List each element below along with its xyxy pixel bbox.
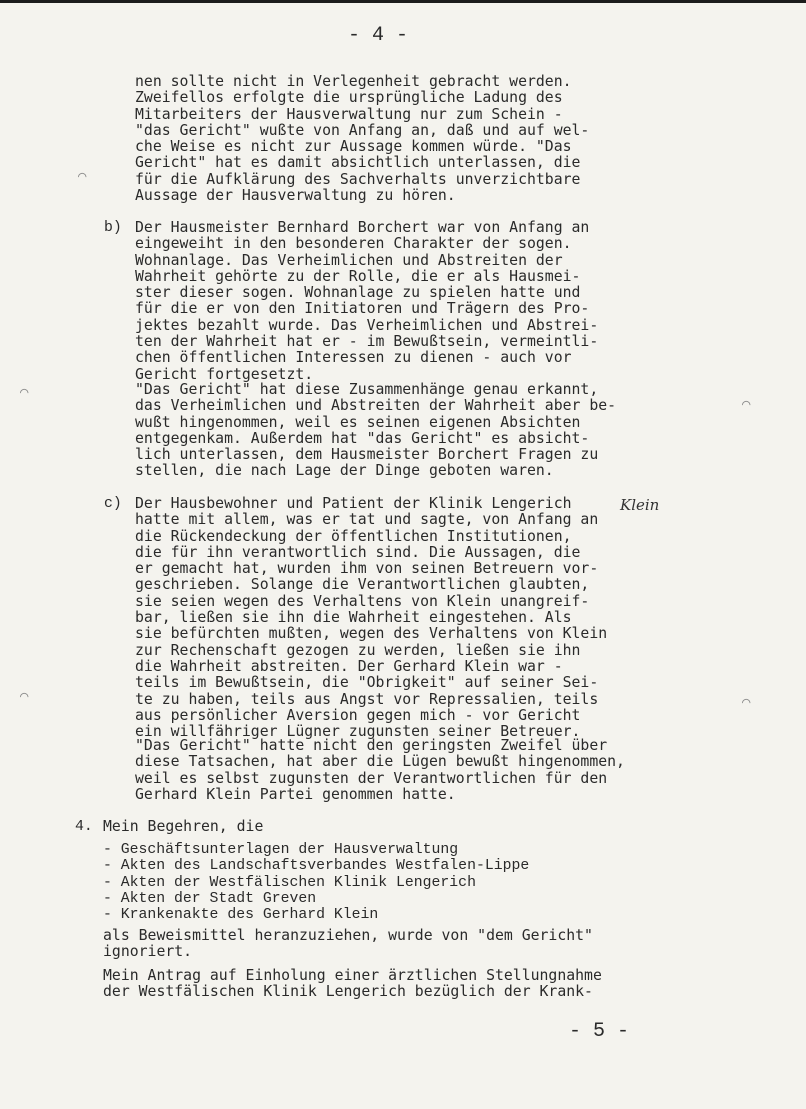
- item-c-marker: c): [104, 496, 122, 512]
- punch-mark: ⌒: [20, 689, 29, 705]
- handwritten-annotation: Klein: [620, 496, 660, 514]
- section-4-intro: Mein Begehren, die: [103, 818, 264, 835]
- list-item: - Krankenakte des Gerhard Klein: [103, 907, 379, 924]
- evidence-list: [103, 842, 529, 923]
- list-item: - Akten der Westfälischen Klinik Lengerich: [103, 874, 476, 891]
- next-page-marker: - 5 -: [569, 1020, 630, 1043]
- list-item: - Akten der Stadt Greven: [103, 890, 317, 907]
- paragraph-b: Der Hausmeister Bernhard Borchert war von Anfang an eingeweiht in den besonderen Charakter der sogen. Wohnanlage. Das Verheimlichen und Abstreiten der Wahrheit gehörte zu der Rolle, die er als Hausmei- ster dieser sogen. Wohnanlage zu spielen hatte und für die er von den Initiatoren und Trägern des Pro- jektes bezahlt wurde. Das Verheimlichen und Abstrei- ten der Wahrheit hat er - im Bewußtsein, vermeintli- chen öffentlichen Interessen zu dienen - auch vor Gericht fortgesetzt.: [135, 219, 599, 383]
- section-4-last: Mein Antrag auf Einholung einer ärztlichen Stellungnahme der Westfälischen Klinik Lengerich bezüglich der Krank-: [103, 967, 602, 1001]
- page-number: - 4 -: [348, 24, 409, 47]
- paragraph-b-court: "Das Gericht" hat diese Zusammenhänge genau erkannt, das Verheimlichen und Abstreiten der Wahrheit aber be- wußt hingenommen, weil es seinen eigenen Absichten entgegenkam. Außerdem hat "das Gericht" es absicht- lich unterlassen, dem Hausmeister Borchert Fragen zu stellen, die nach Lage der Dinge geboten waren.: [135, 381, 617, 480]
- paragraph-intro: nen sollte nicht in Verlegenheit gebracht werden. Zweifellos erfolgte die ursprüngliche Ladung des Mitarbeiters der Hausverwaltung nur zum Schein - "das Gericht" wußte von Anfang an, daß und auf wel- che Weise es nicht zur Aussage kommen würde. "Das Gericht" hat es damit absichtlich unterlassen, die für die Aufklärung des Sachverhalts unverzichtbare Aussage der Hausverwaltung zu hören.: [135, 73, 590, 205]
- paragraph-c: Der Hausbewohner und Patient der Klinik Lengerich hatte mit allem, was er tat und sagte, von Anfang an die Rückendeckung der öffentlichen Institutionen, die für ihn verantwortlich sind. Die Aussagen, die er gemacht hat, wurden ihm von seinen Betreuern vor- geschrieben. Solange die Verantwortlichen glaubten, sie seien wegen des Verhaltens von Klein unangreif- bar, ließen sie ihn die Wahrheit eingestehen. Als sie befürchten mußten, wegen des Verhaltens von Klein zur Rechenschaft gezogen zu werden, ließen sie ihn die Wahrheit abstreiten. Der Gerhard Klein war - teils im Bewußtsein, die "Obrigkeit" auf seiner Sei- te zu haben, teils aus Angst vor Repressalien, teils aus persönlicher Aversion gegen mich - vor Gericht ein willfähriger Lügner zugunsten seiner Betreuer.: [135, 495, 608, 741]
- section-4-after: als Beweismittel heranzuziehen, wurde von "dem Gericht" ignoriert.: [103, 927, 593, 961]
- list-item: - Geschäftsunterlagen der Hausverwaltung: [103, 842, 459, 858]
- list-item: - Akten des Landschaftsverbandes Westfalen-Lippe: [103, 858, 530, 875]
- punch-mark: ⌒: [742, 397, 751, 413]
- section-4-marker: 4.: [75, 819, 93, 835]
- punch-mark: ⌒: [20, 385, 29, 401]
- item-b-marker: b): [104, 220, 122, 236]
- punch-mark: ⌒: [78, 169, 87, 185]
- paragraph-c-court: "Das Gericht" hatte nicht den geringsten Zweifel über diese Tatsachen, hat aber die Lügen bewußt hingenommen, weil es selbst zugunsten der Verantwortlichen für den Gerhard Klein Partei genommen hatte.: [135, 737, 625, 803]
- punch-mark: ⌒: [742, 695, 751, 711]
- scan-top-edge: [0, 0, 806, 3]
